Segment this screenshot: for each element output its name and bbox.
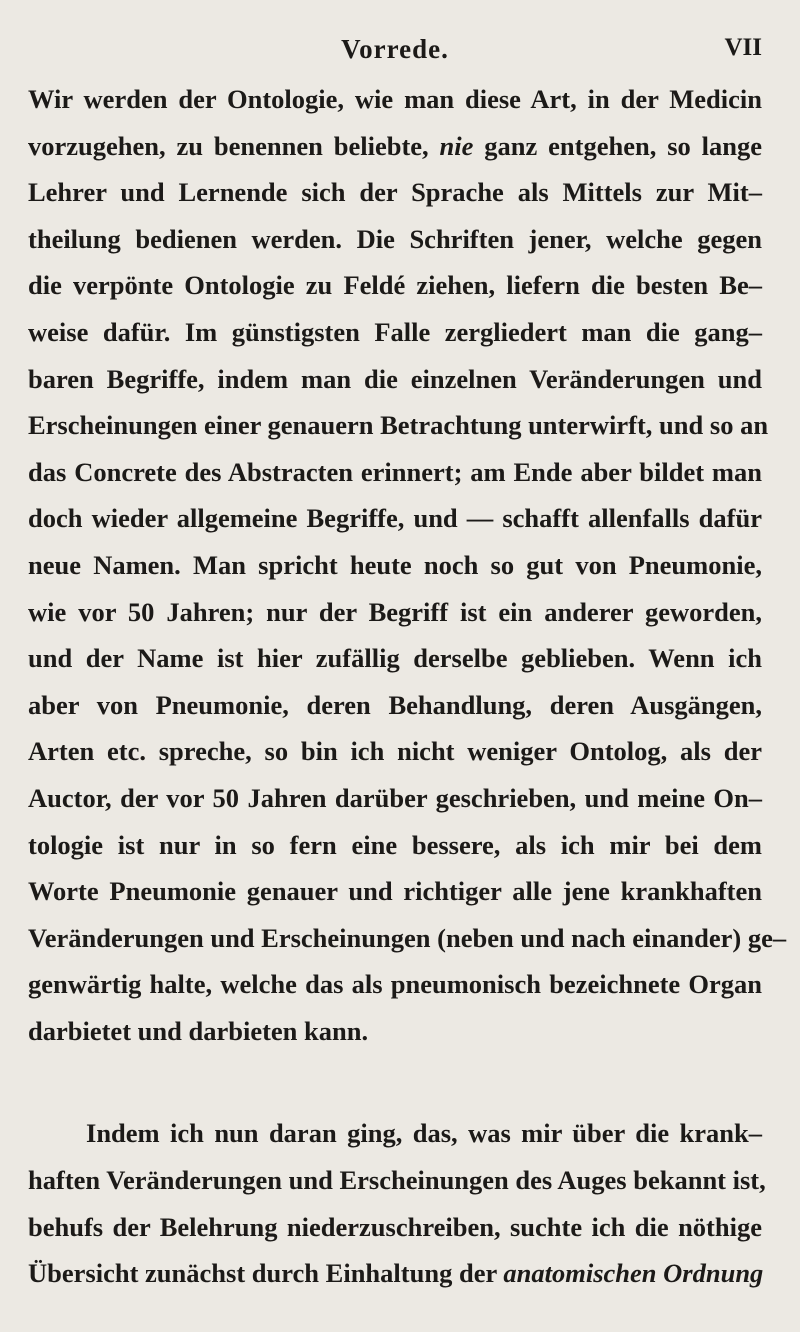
text-segment: Arten etc. spreche, so bin ich nicht weniger Ontolog, als der <box>28 736 762 767</box>
text-segment: genwärtig halte, welche das als pneumonisch bezeichnete Organ <box>28 969 762 1000</box>
text-line <box>28 1204 762 1251</box>
text-segment: darbietet und darbieten kann. <box>28 1015 369 1046</box>
text-segment: Indem ich nun daran ging, das, was mir über die krank– <box>86 1118 762 1149</box>
text-segment: weise dafür. Im günstigsten Falle zergliedert man die gang– <box>28 316 762 347</box>
running-title: Vorrede. <box>341 34 449 64</box>
paragraph <box>28 1110 766 1296</box>
body-text <box>28 76 787 1297</box>
text-line <box>28 402 769 449</box>
text-segment: Auctor, der vor 50 Jahren darüber geschrieben, und meine On– <box>28 782 762 813</box>
text-line <box>28 775 762 822</box>
text-line <box>28 216 762 263</box>
text-segment: vorzugehen, zu benennen beliebte, <box>28 130 440 161</box>
paragraph <box>28 76 787 1054</box>
text-segment: das Concrete des Abstracten erinnert; am Ende aber bildet man <box>28 456 762 487</box>
text-line <box>28 822 762 869</box>
text-line <box>28 1157 766 1204</box>
text-line <box>28 542 762 589</box>
text-line <box>28 728 762 775</box>
text-line <box>28 76 762 123</box>
text-line <box>28 589 762 636</box>
text-line <box>28 262 762 309</box>
text-segment: doch wieder allgemeine Begriffe, und — schafft allenfalls dafür <box>28 503 762 534</box>
page-header <box>28 34 762 70</box>
text-line <box>28 356 762 403</box>
text-segment: neue Namen. Man spricht heute noch so gut von Pneumonie, <box>28 549 762 580</box>
text-segment: ganz entgehen, so lange <box>473 130 762 161</box>
page-number: VII <box>724 34 762 61</box>
text-segment: Veränderungen und Erscheinungen (neben und nach einander) ge– <box>28 922 787 953</box>
text-line <box>28 495 762 542</box>
text-segment: behufs der Belehrung niederzuschreiben, suchte ich die nöthige <box>28 1211 762 1242</box>
text-line <box>28 123 762 170</box>
text-line <box>28 635 762 682</box>
text-line <box>28 682 762 729</box>
text-line <box>28 309 762 356</box>
text-segment: Erscheinungen einer genauern Betrachtung unterwirft, und so an <box>28 410 769 441</box>
text-segment: wie vor 50 Jahren; nur der Begriff ist ein anderer geworden, <box>28 596 762 627</box>
text-line <box>28 1008 762 1055</box>
text-segment: Wir werden der Ontologie, wie man diese Art, in der Medicin <box>28 84 762 114</box>
text-segment: Lehrer und Lernende sich der Sprache als Mittels zur Mit– <box>28 177 762 208</box>
text-segment: und der Name ist hier zufällig derselbe geblieben. Wenn ich <box>28 643 762 674</box>
text-segment: baren Begriffe, indem man die einzelnen Veränderungen und <box>28 363 762 394</box>
emphasized-text: nie <box>439 130 474 161</box>
text-line <box>28 961 762 1008</box>
text-line <box>28 1250 762 1297</box>
text-line <box>28 449 762 496</box>
text-line <box>28 915 787 962</box>
text-segment: theilung bedienen werden. Die Schriften jener, welche gegen <box>28 223 762 254</box>
text-line <box>28 169 762 216</box>
text-segment: tologie ist nur in so fern eine bessere, als ich mir bei dem <box>28 829 762 860</box>
text-segment: Worte Pneumonie genauer und richtiger alle jene krankhaften <box>28 876 762 907</box>
text-segment: aber von Pneumonie, deren Behandlung, deren Ausgängen, <box>28 689 762 720</box>
text-line <box>28 868 762 915</box>
paragraph-gap <box>28 1054 762 1110</box>
text-segment: haften Veränderungen und Erscheinungen des Auges bekannt ist, <box>28 1165 766 1196</box>
text-segment: Übersicht zunächst durch Einhaltung der <box>28 1258 504 1289</box>
text-line <box>28 1110 762 1157</box>
emphasized-text: anatomischen Ordnung <box>503 1258 764 1289</box>
text-segment: die verpönte Ontologie zu Feldé ziehen, liefern die besten Be– <box>28 270 762 301</box>
